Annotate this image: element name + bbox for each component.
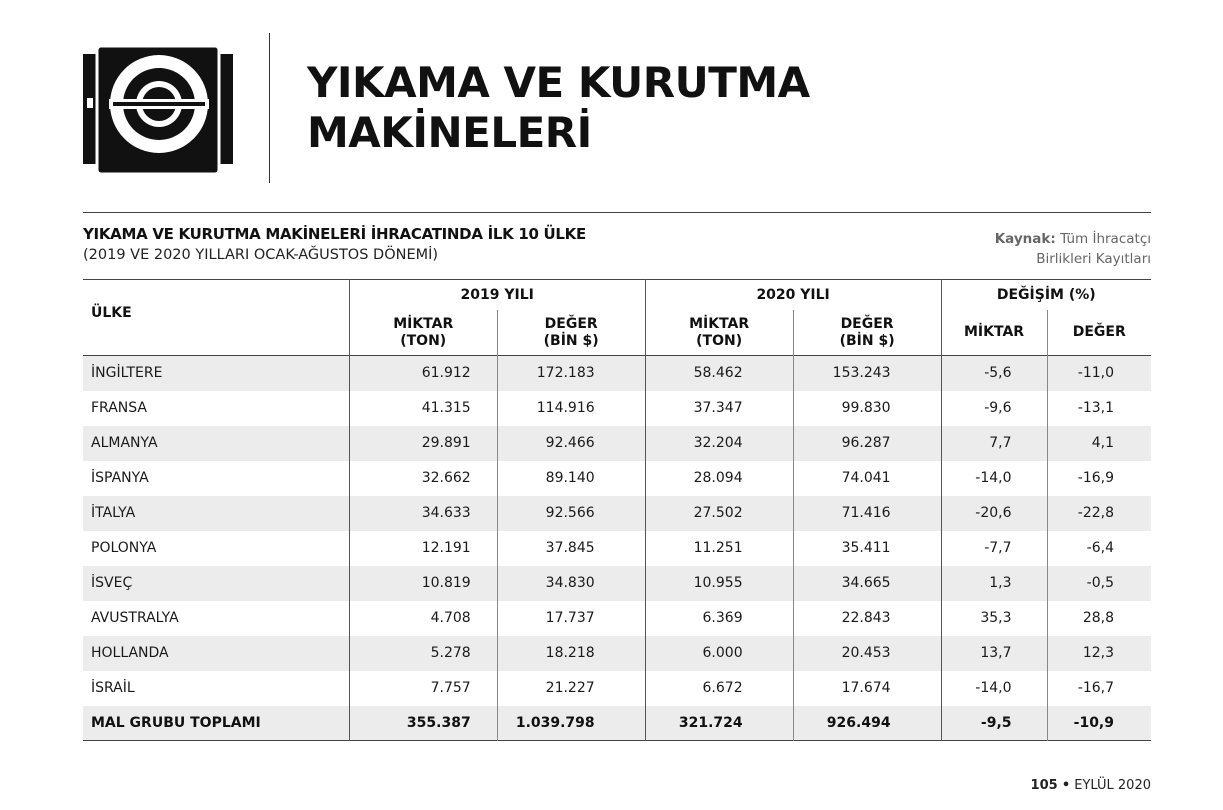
cell-change-deger: -0,5 <box>1047 566 1151 601</box>
cell-change-miktar: -9,6 <box>941 391 1047 426</box>
export-table <box>83 279 1151 741</box>
cell-miktar-2019: 355.387 <box>349 706 497 741</box>
cell-miktar-2019: 29.891 <box>349 426 497 461</box>
table-row <box>83 426 1151 461</box>
issue-date: EYLÜL 2020 <box>1074 778 1151 793</box>
washing-machine-icon <box>83 46 233 174</box>
cell-change-deger: -6,4 <box>1047 531 1151 566</box>
cell-change-miktar: 7,7 <box>941 426 1047 461</box>
source-label: Kaynak: <box>994 231 1056 247</box>
cell-change-miktar: -14,0 <box>941 461 1047 496</box>
cell-deger-2020: 35.411 <box>793 531 941 566</box>
section-divider <box>83 212 1151 213</box>
page-title-line1: YIKAMA VE KURUTMA <box>307 58 810 107</box>
cell-deger-2020: 153.243 <box>793 356 941 391</box>
cell-deger-2019: 21.227 <box>497 671 645 706</box>
col-header-miktar-change: MİKTAR <box>941 310 1047 356</box>
cell-miktar-2020: 32.204 <box>645 426 793 461</box>
col-header-deger-2020: DEĞER (BİN $) <box>793 310 941 356</box>
cell-miktar-2019: 7.757 <box>349 671 497 706</box>
cell-deger-2019: 92.566 <box>497 496 645 531</box>
cell-deger-2020: 20.453 <box>793 636 941 671</box>
page-footer <box>1031 778 1151 793</box>
source-line1: Tüm İhracatçı <box>1060 231 1151 247</box>
table-row <box>83 461 1151 496</box>
cell-miktar-2020: 28.094 <box>645 461 793 496</box>
cell-deger-2019: 1.039.798 <box>497 706 645 741</box>
table-row <box>83 356 1151 391</box>
source-line2: Birlikleri Kayıtları <box>1036 251 1151 267</box>
cell-change-miktar: 13,7 <box>941 636 1047 671</box>
cell-deger-2020: 17.674 <box>793 671 941 706</box>
cell-change-deger: 12,3 <box>1047 636 1151 671</box>
cell-change-deger: 28,8 <box>1047 601 1151 636</box>
cell-change-deger: -16,7 <box>1047 671 1151 706</box>
table-header-row-groups <box>83 280 1151 311</box>
cell-country: HOLLANDA <box>91 645 169 661</box>
cell-change-deger: -22,8 <box>1047 496 1151 531</box>
cell-change-miktar: -9,5 <box>941 706 1047 741</box>
table-row <box>83 566 1151 601</box>
cell-miktar-2019: 34.633 <box>349 496 497 531</box>
cell-deger-2019: 92.466 <box>497 426 645 461</box>
cell-miktar-2020: 10.955 <box>645 566 793 601</box>
cell-miktar-2019: 5.278 <box>349 636 497 671</box>
col-header-deger-2019: DEĞER (BİN $) <box>497 310 645 356</box>
cell-miktar-2019: 10.819 <box>349 566 497 601</box>
cell-country: POLONYA <box>91 540 157 556</box>
cell-miktar-2019: 32.662 <box>349 461 497 496</box>
cell-deger-2020: 34.665 <box>793 566 941 601</box>
cell-change-deger: -10,9 <box>1047 706 1151 741</box>
cell-miktar-2020: 321.724 <box>645 706 793 741</box>
cell-country: ALMANYA <box>91 435 158 451</box>
cell-deger-2020: 926.494 <box>793 706 941 741</box>
cell-miktar-2020: 11.251 <box>645 531 793 566</box>
cell-country: İSPANYA <box>91 470 149 486</box>
cell-deger-2019: 18.218 <box>497 636 645 671</box>
cell-country: İSRAİL <box>91 680 135 696</box>
table-row <box>83 496 1151 531</box>
cell-change-miktar: -20,6 <box>941 496 1047 531</box>
cell-change-deger: -16,9 <box>1047 461 1151 496</box>
table-row <box>83 531 1151 566</box>
cell-country: FRANSA <box>91 400 147 416</box>
col-header-miktar-2020: MİKTAR (TON) <box>645 310 793 356</box>
cell-deger-2019: 114.916 <box>497 391 645 426</box>
cell-miktar-2019: 12.191 <box>349 531 497 566</box>
cell-deger-2019: 172.183 <box>497 356 645 391</box>
col-header-deger-change: DEĞER <box>1047 310 1151 356</box>
cell-change-deger: 4,1 <box>1047 426 1151 461</box>
page-title-line2: MAKİNELERİ <box>307 108 592 157</box>
cell-miktar-2020: 6.000 <box>645 636 793 671</box>
cell-change-deger: -11,0 <box>1047 356 1151 391</box>
cell-miktar-2019: 41.315 <box>349 391 497 426</box>
cell-country: İTALYA <box>91 505 136 521</box>
page-title <box>307 58 907 158</box>
cell-deger-2020: 22.843 <box>793 601 941 636</box>
header-divider <box>269 33 270 183</box>
col-group-change: DEĞİŞİM (%) <box>941 280 1151 311</box>
cell-change-miktar: -5,6 <box>941 356 1047 391</box>
cell-country: MAL GRUBU TOPLAMI <box>91 714 261 731</box>
table-row <box>83 636 1151 671</box>
cell-miktar-2019: 61.912 <box>349 356 497 391</box>
cell-deger-2020: 99.830 <box>793 391 941 426</box>
table-period: (2019 VE 2020 YILLARI OCAK-AĞUSTOS DÖNEMİ) <box>83 247 439 263</box>
cell-country: İNGİLTERE <box>91 365 163 382</box>
col-group-2020: 2020 YILI <box>645 280 941 311</box>
cell-miktar-2020: 6.369 <box>645 601 793 636</box>
cell-deger-2019: 89.140 <box>497 461 645 496</box>
cell-change-miktar: 35,3 <box>941 601 1047 636</box>
cell-deger-2020: 96.287 <box>793 426 941 461</box>
cell-country: AVUSTRALYA <box>91 610 179 626</box>
cell-miktar-2020: 37.347 <box>645 391 793 426</box>
cell-deger-2019: 34.830 <box>497 566 645 601</box>
footer-bullet: • <box>1061 778 1071 793</box>
cell-country: İSVEÇ <box>91 575 133 591</box>
cell-deger-2020: 74.041 <box>793 461 941 496</box>
table-row <box>83 671 1151 706</box>
cell-deger-2019: 37.845 <box>497 531 645 566</box>
cell-deger-2020: 71.416 <box>793 496 941 531</box>
cell-change-miktar: -7,7 <box>941 531 1047 566</box>
table-title: YIKAMA VE KURUTMA MAKİNELERİ İHRACATINDA İLK 10 ÜLKE <box>83 225 586 243</box>
cell-change-deger: -13,1 <box>1047 391 1151 426</box>
cell-deger-2019: 17.737 <box>497 601 645 636</box>
col-header-country: ÜLKE <box>91 305 132 321</box>
col-header-miktar-2019: MİKTAR (TON) <box>349 310 497 356</box>
cell-miktar-2019: 4.708 <box>349 601 497 636</box>
page-number: 105 <box>1030 778 1058 793</box>
cell-miktar-2020: 27.502 <box>645 496 793 531</box>
cell-change-miktar: -14,0 <box>941 671 1047 706</box>
cell-miktar-2020: 58.462 <box>645 356 793 391</box>
source-note <box>995 229 1151 269</box>
table-row <box>83 391 1151 426</box>
cell-miktar-2020: 6.672 <box>645 671 793 706</box>
table-row <box>83 601 1151 636</box>
cell-change-miktar: 1,3 <box>941 566 1047 601</box>
col-group-2019: 2019 YILI <box>349 280 645 311</box>
table-total-row <box>83 706 1151 741</box>
